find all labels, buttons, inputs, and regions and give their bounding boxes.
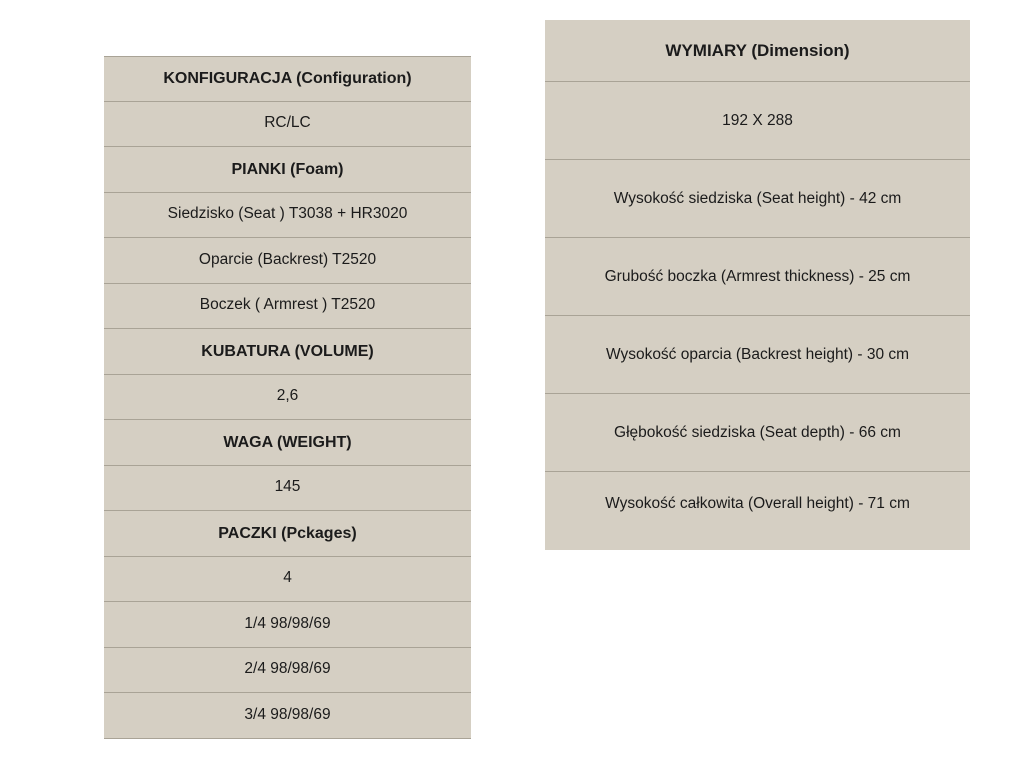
configuration-value-row: 4 [104,557,471,603]
dimension-row: Wysokość siedziska (Seat height) - 42 cm [545,160,970,238]
configuration-value-row: 2,6 [104,375,471,421]
dimensions-table-header: WYMIARY (Dimension) [545,20,970,82]
configuration-table [104,56,474,739]
configuration-value-row: RC/LC [104,102,471,148]
configuration-section-header: KONFIGURACJA (Configuration) [104,56,471,102]
configuration-value-row: 1/4 98/98/69 [104,602,471,648]
configuration-value-row: 3/4 98/98/69 [104,693,471,739]
configuration-value-row: Oparcie (Backrest) T2520 [104,238,471,284]
dimension-row: Grubość boczka (Armrest thickness) - 25 cm [545,238,970,316]
configuration-section-header: PACZKI (Pckages) [104,511,471,557]
configuration-section-header: PIANKI (Foam) [104,147,471,193]
configuration-section-header: KUBATURA (VOLUME) [104,329,471,375]
dimension-row: Głębokość siedziska (Seat depth) - 66 cm [545,394,970,472]
configuration-value-row: Boczek ( Armrest ) T2520 [104,284,471,330]
configuration-section-header: WAGA (WEIGHT) [104,420,471,466]
dimension-row: Wysokość oparcia (Backrest height) - 30 cm [545,316,970,394]
dimensions-table [545,20,970,550]
configuration-value-row: Siedzisko (Seat ) T3038 + HR3020 [104,193,471,239]
dimension-row: 192 X 288 [545,82,970,160]
configuration-value-row: 145 [104,466,471,512]
dimension-row: Wysokość całkowita (Overall height) - 71 cm [545,472,970,550]
configuration-value-row: 2/4 98/98/69 [104,648,471,694]
